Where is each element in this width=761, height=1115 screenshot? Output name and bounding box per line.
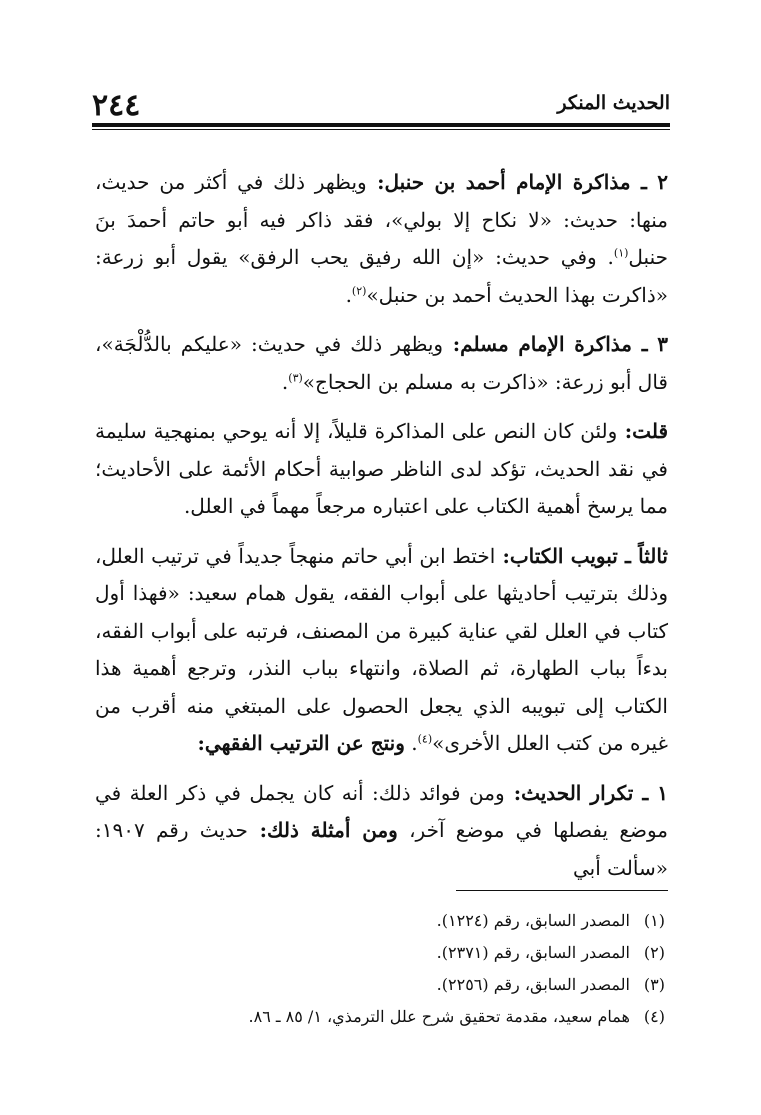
header-rule-thin: [92, 129, 670, 130]
footnote: [95, 937, 665, 969]
footnote-ref-2: (٢): [351, 283, 367, 297]
footnote-text: همام سعيد، مقدمة تحقيق شرح علل الترمذي، ١/ ٨٥ ـ ٨٦.: [248, 1007, 630, 1026]
paragraph-text: .: [404, 731, 418, 755]
paragraph-lead: ومن أمثلة ذلك:: [247, 818, 398, 842]
footnote-separator: [456, 890, 668, 891]
paragraph-author-note: [95, 413, 668, 526]
paragraph-lead: ٢ ـ مذاكرة الإمام أحمد بن حنبل:: [366, 170, 668, 194]
paragraph-text: .: [281, 369, 289, 394]
paragraph-text: ويظهر ذلك في أكثر من حديث، منها: حديث: «لا نكاح إلا بولي»، فقد ذاكر فيه أبو حاتم أحمدَ بنَ حنبل: [95, 170, 668, 269]
paragraph-hadith-repetition: [95, 775, 668, 888]
paragraph-lead: ٣ ـ مذاكرة الإمام مسلم:: [443, 332, 669, 356]
footnote-number: (٢): [643, 943, 665, 962]
paragraph-text: ومن فوائد ذلك: أنه كان يجمل في ذكر العلة في موضع يفصلها في موضع آخر،: [95, 780, 669, 842]
paragraph-tail: ونتج عن الترتيب الفقهي:: [197, 731, 405, 755]
footnote-ref-1: (١): [613, 246, 629, 260]
footnote-text: المصدر السابق، رقم (٢٢٥٦).: [436, 975, 630, 994]
paragraph-muslim-discussion: [95, 326, 668, 401]
paragraph-text: ولئن كان النص على المذاكرة قليلاً، إلا أنه يوحي بمنهجية سليمة في نقد الحديث، تؤكد لدى الناظر صوابية أحكام الأئمة على الأحاديث؛ مما يرسخ أهمية الكتاب على اعتباره مرجعاً مهماً في العلل.: [95, 419, 668, 518]
paragraph-text: ويظهر ذلك في حديث: «عليكم بالدُّلْجَة»، قال أبو زرعة: «ذاكرت به مسلم بن الحجاج»: [95, 332, 668, 394]
paragraph-text: حديث رقم ١٩٠٧: «سألت أبي: [95, 818, 668, 880]
page-number: ٢٤٤: [92, 88, 141, 123]
footnote-number: (١): [643, 911, 665, 930]
paragraph-lead: قلت:: [617, 419, 669, 443]
footnote: [95, 905, 665, 937]
footnote-text: المصدر السابق، رقم (٢٣٧١).: [436, 943, 630, 962]
footnotes: [95, 905, 665, 1033]
running-title: الحديث المنكر: [557, 92, 670, 114]
footnote-text: المصدر السابق، رقم (١٢٢٤).: [436, 911, 630, 930]
footnote-number: (٣): [643, 975, 665, 994]
footnote: [95, 969, 665, 1001]
footnote-ref-4: (٤): [417, 732, 433, 746]
paragraph-text: .: [345, 282, 352, 307]
paragraph-text: . وفي حديث: «إن الله رفيق يحب الرفق» يقول أبو زرعة: «ذاكرت بهذا الحديث أحمد بن حنبل»: [95, 245, 668, 307]
footnote-ref-3: (٣): [288, 370, 303, 384]
body-text: [95, 164, 668, 899]
paragraph-text: اختط ابن أبي حاتم منهجاً جديداً في ترتيب العلل، وذلك بترتيب أحاديثها على أبواب الفقه، يقول همام سعيد: «فهذا أول كتاب في العلل لقي عناية كبيرة من المصنف، فرتبه على أبواب الفقه، بدءاً بباب الطهارة، ثم الصلاة، وانتهاء بباب النذر، وترجع أهمية هذا الكتاب إلى تبويبه الذي يجعل الحصول على المبتغي منه أقرب من غيره من كتب العلل الأخرى»: [95, 543, 668, 755]
page-header: [92, 84, 670, 124]
paragraph-lead: ١ ـ تكرار الحديث:: [504, 780, 668, 805]
paragraph-lead: ثالثاً ـ تبويب الكتاب:: [495, 543, 668, 568]
paragraph-ahmad-discussion: [95, 164, 668, 314]
footnote-number: (٤): [643, 1007, 665, 1026]
header-rule-thick: [92, 123, 670, 127]
paragraph-book-chapters: [95, 538, 668, 763]
footnote: [95, 1001, 665, 1033]
